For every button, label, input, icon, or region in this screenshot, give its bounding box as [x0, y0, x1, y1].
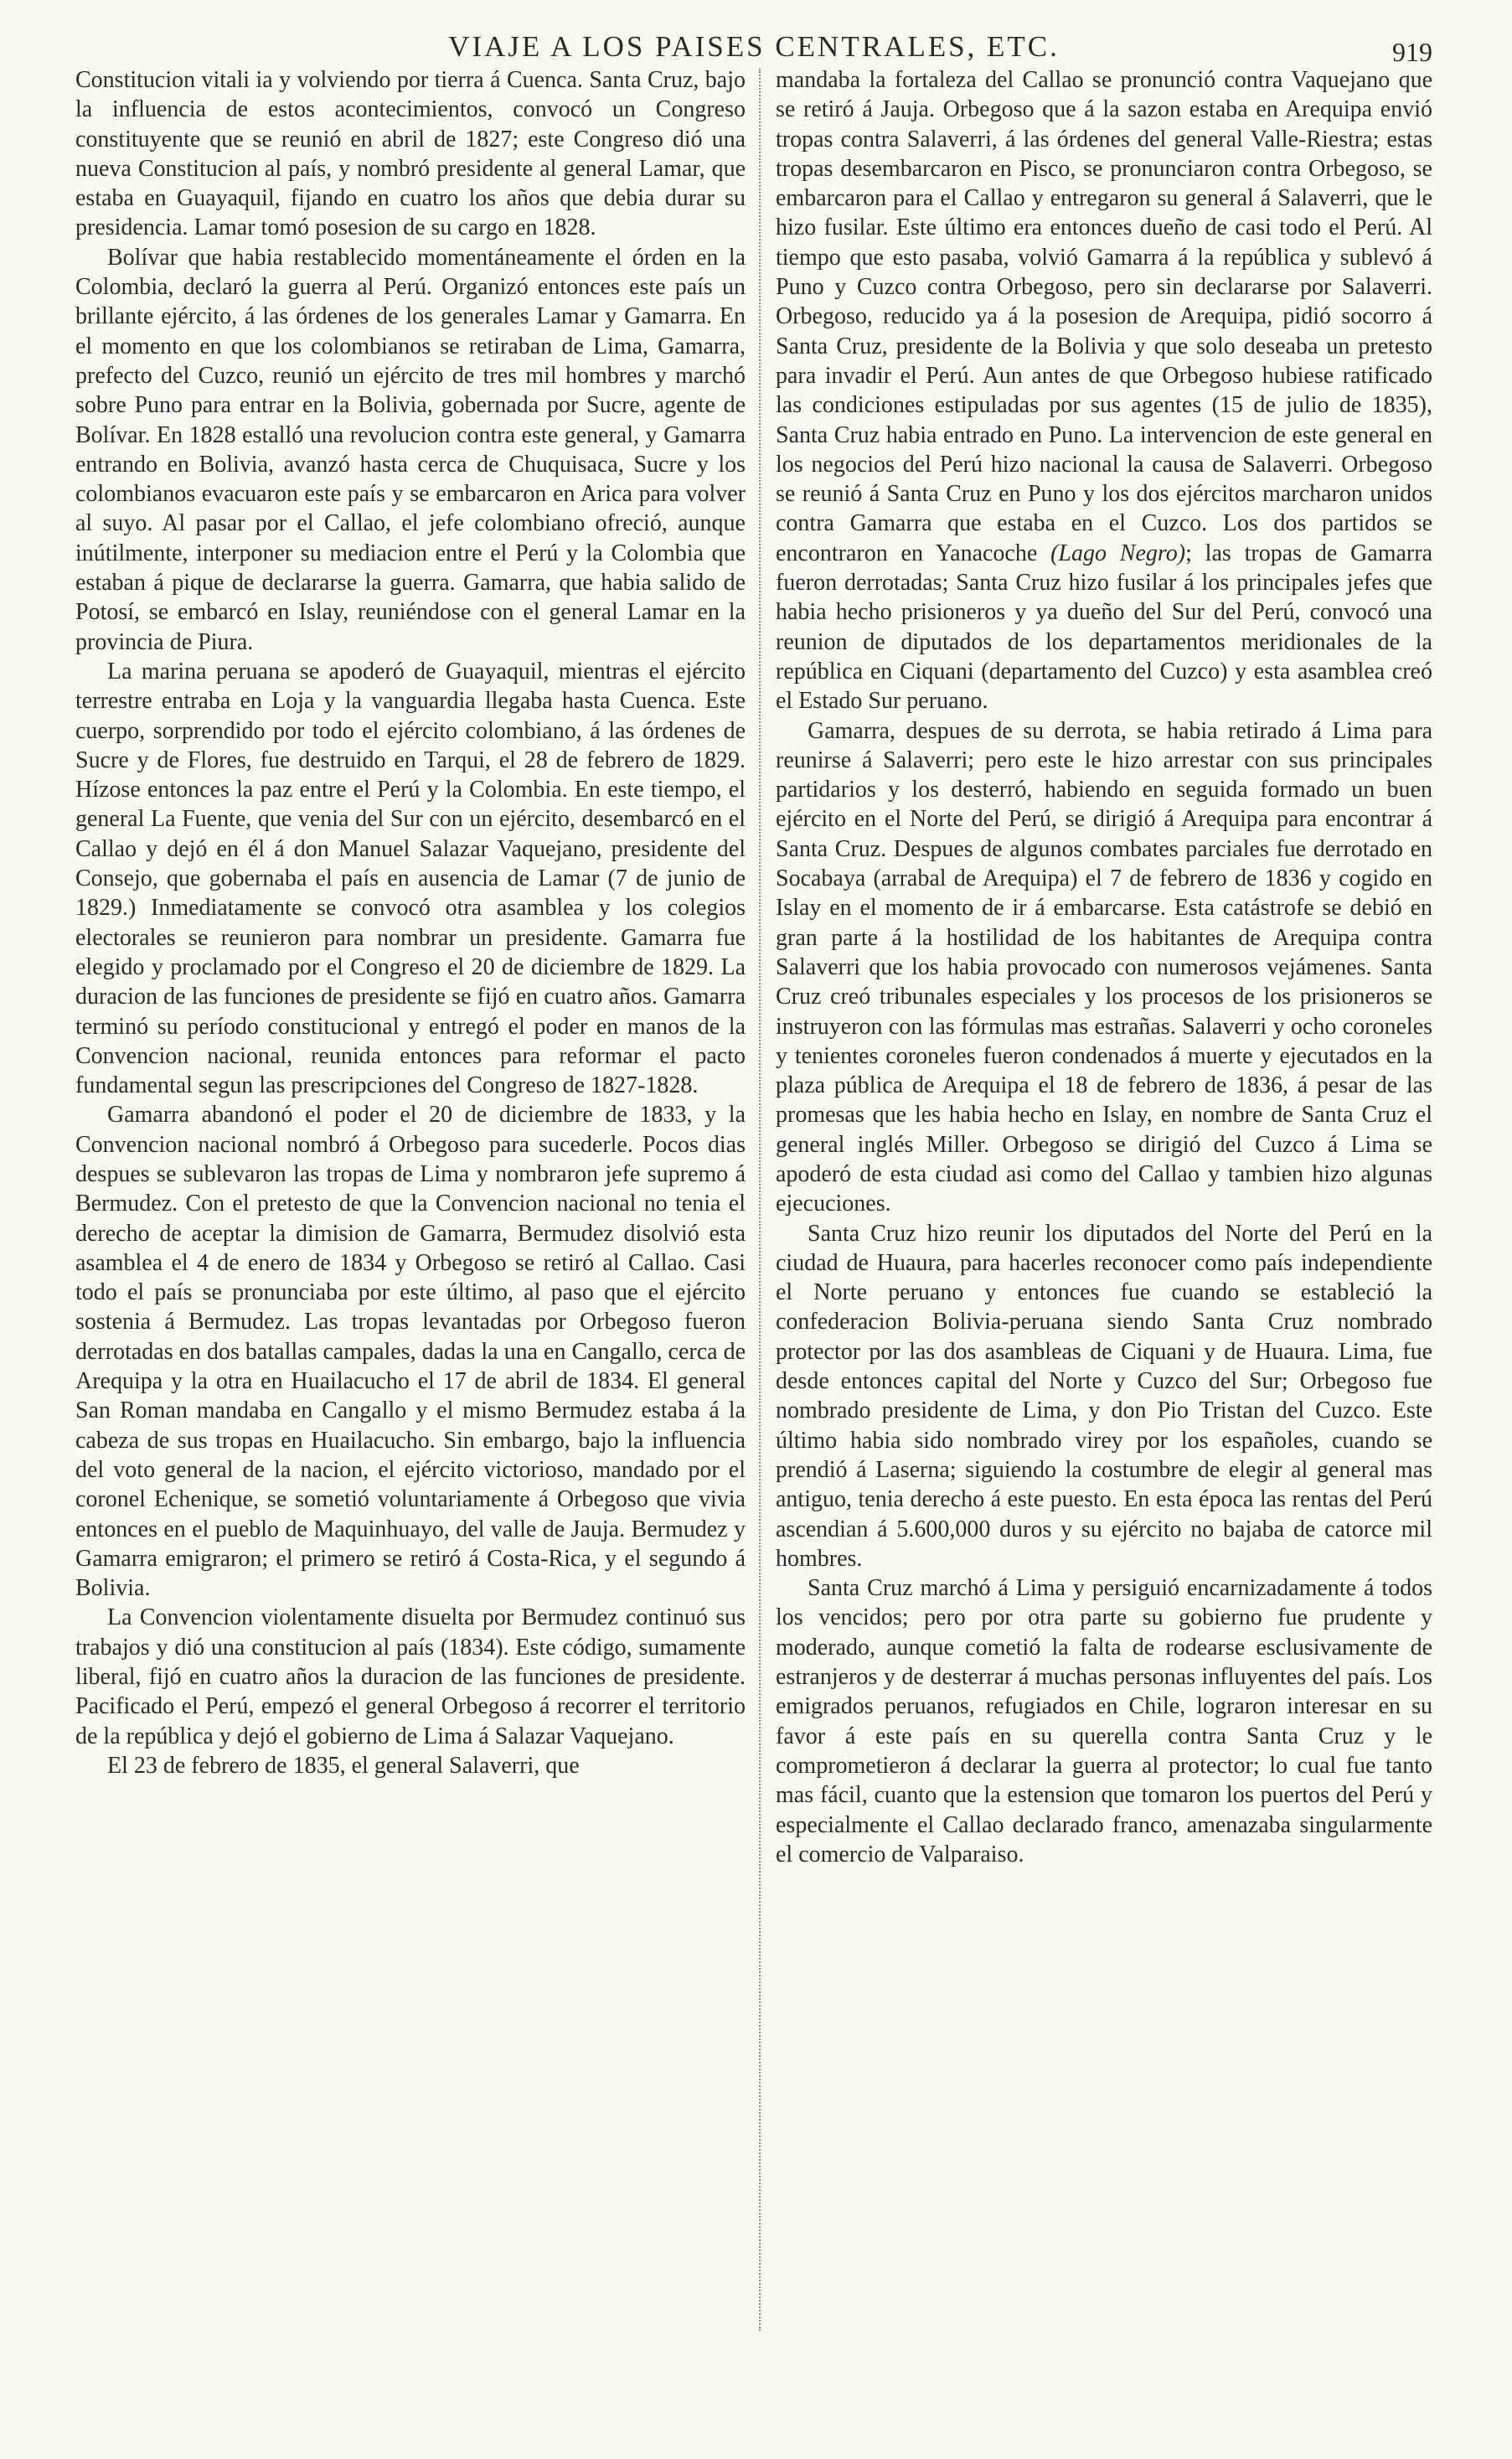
paragraph: Constitucion vitali ia y volviendo por tierra á Cuenca. Santa Cruz, bajo la influencia de estos acontecimientos, convocó un Congreso constituyente que se reunió en abril de 1827; este Congreso dió una nueva Constitucion al país, y nombró presidente al general Lamar, que estaba en Guayaquil, fijando en cuatro los años que debia durar su presidencia. Lamar tomó posesion de su cargo en 1828. — [75, 67, 746, 241]
italic-place-name: (Lago Negro) — [1050, 540, 1186, 566]
page-number: 919 — [1392, 37, 1432, 67]
left-column — [75, 65, 746, 2411]
paragraph-text: ; las tropas de Gamarra fueron derrotadas; Santa Cruz hizo fusilar á los principales jefes que habia hecho prisioneros y ya dueño del Sur del Perú, convocó una reunion de diputados de los departamentos meridionales de la república en Ciquani (departamento del Cuzco) y esta asamblea creó el Estado Sur peruano. — [776, 540, 1432, 715]
paragraph: Bolívar que habia restablecido momentáneamente el órden en la Colombia, declaró la guerra al Perú. Organizó entonces este país un brillante ejército, á las órdenes de los generales Lamar y Gamarra. En el momento en que los colombianos se retiraban de Lima, Gamarra, prefecto del Cuzco, reunió un ejército de tres mil hombres y marchó sobre Puno para entrar en la Bolivia, gobernada por Sucre, agente de Bolívar. En 1828 estalló una revolucion contra este general, y Gamarra entrando en Bolivia, avanzó hasta cerca de Chuquisaca, Sucre y los colombianos evacuaron este país y se embarcaron en Arica para volver al suyo. Al pasar por el Callao, el jefe colombiano ofreció, aunque inútilmente, interponer su mediacion entre el Perú y la Colombia que estaban á pique de declararse la guerra. Gamarra, que habia salido de Potosí, se embarcó en Islay, reuniéndose con el general Lamar en la provincia de Piura. — [75, 244, 746, 655]
paragraph: Santa Cruz marchó á Lima y persiguió encarnizadamente á todos los vencidos; pero por otra parte su gobierno fue prudente y moderado, aunque cometió la falta de rodearse esclusivamente de estranjeros y de desterrar á muchas personas influyentes del país. Los emigrados peruanos, refugiados en Chile, lograron interesar en su favor á este país en su querella contra Santa Cruz y le comprometieron á declarar la guerra al protector; lo cual fue tanto mas fácil, cuanto que la estension que tomaron los puertos del Perú y especialmente el Callao declarado franco, amenazaba singularmente el comercio de Valparaiso. — [776, 1575, 1432, 1867]
running-title: VIAJE A LOS PAISES CENTRALES, ETC. — [448, 30, 1060, 63]
paragraph: Santa Cruz hizo reunir los diputados del Norte del Perú en la ciudad de Huaura, para hacerles reconocer como país independiente el Norte peruano y entonces fue cuando se estableció la confederacion Bolivia-peruana siendo Santa Cruz nombrado protector por las dos asambleas de Ciquani y de Huaura. Lima, fue desde entonces capital del Norte y Cuzco del Sur; Orbegoso fue nombrado presidente de Lima, y don Pio Tristan del Cuzco. Este último habia sido nombrado virey por los españoles, cuando se prendió á Laserna; siguiendo la costumbre de elegir al general mas antiguo, tenia derecho á este puesto. En esta época las rentas del Perú ascendian á 5.600,000 duros y su ejército no bajaba de catorce mil hombres. — [776, 1220, 1432, 1572]
paragraph-text: mandaba la fortaleza del Callao se pronunció contra Vaquejano que se retiró á Jauja. Orbegoso que á la sazon estaba en Arequipa envió tropas contra Salaverri, á las órdenes del general Valle-Riestra; estas tropas desembarcaron en Pisco, se pronunciaron contra Orbegoso, se embarcaron para el Callao y entregaron su general á Salaverri, que le hizo fusilar. Este último era entonces dueño de casi todo el Perú. Al tiempo que esto pasaba, volvió Gamarra á la república y sublevó á Puno y Cuzco contra Orbegoso, pero sin declararse por Salaverri. Orbegoso, reducido ya á la posesion de Arequipa, pidió socorro á Santa Cruz, presidente de la Bolivia y que solo deseaba un pretesto para invadir el Perú. Aun antes de que Orbegoso hubiese ratificado las condiciones estipuladas por sus agentes (15 de julio de 1835), Santa Cruz habia entrado en Puno. La intervencion de este general en los negocios del Perú hizo nacional la causa de Salaverri. Orbegoso se reunió á Santa Cruz en Puno y los dos ejércitos marcharon unidos contra Gamarra que estaba en el Cuzco. Los dos partidos se encontraron en Yanacoche — [776, 67, 1432, 566]
paragraph — [776, 65, 1432, 716]
right-column — [776, 65, 1432, 2411]
paragraph: Gamarra, despues de su derrota, se habia retirado á Lima para reunirse á Salaverri; pero este le hizo arrestar con sus principales partidarios y los desterró, habiendo en seguida formado un buen ejército en el Norte del Perú, se dirigió á Arequipa para encontrar á Santa Cruz. Despues de algunos combates parciales fue derrotado en Socabaya (arrabal de Arequipa) el 7 de febrero de 1836 y cogido en Islay en el momento de ir á embarcarse. Esta catástrofe se debió en gran parte á la hostilidad de los habitantes de Arequipa contra Salaverri que los habia provocado con numerosos vejámenes. Santa Cruz creó tribunales especiales y los procesos de los prisioneros se instruyeron con las fórmulas mas estrañas. Salaverri y ocho coroneles y tenientes coroneles fueron condenados á muerte y ejecutados en la plaza pública de Arequipa el 18 de febrero de 1836, á pesar de las promesas que les habia hecho en Islay, en nombre de Santa Cruz el general inglés Miller. Orbegoso se dirigió del Cuzco á Lima se apoderó de esta ciudad asi como del Callao y tambien hizo algunas ejecuciones. — [776, 717, 1432, 1217]
column-divider — [759, 69, 761, 2331]
paragraph: El 23 de febrero de 1835, el general Salaverri, que — [107, 1752, 580, 1779]
paragraph: La marina peruana se apoderó de Guayaquil, mientras el ejército terrestre entraba en Loja y la vanguardia llegaba hasta Cuenca. Este cuerpo, sorprendido por todo el ejército colombiano, á las órdenes de Sucre y de Flores, fue destruido en Tarqui, el 28 de febrero de 1829. Hízose entonces la paz entre el Perú y la Colombia. En este tiempo, el general La Fuente, que venia del Sur con un ejército, desembarcó en el Callao y dejó en él á don Manuel Salazar Vaquejano, presidente del Consejo, que gobernaba el país en ausencia de Lamar (7 de junio de 1829.) Inmediatamente se convocó otra asamblea y los colegios electorales se reunieron para nombrar un presidente. Gamarra fue elegido y proclamado por el Congreso el 20 de diciembre de 1829. La duracion de las funciones de presidente se fijó en cuatro años. Gamarra terminó su período constitucional y entregó el poder en manos de la Convencion nacional, reunida entonces para reformar el pacto fundamental segun las prescripciones del Congreso de 1827-1828. — [75, 658, 746, 1099]
paragraph: La Convencion violentamente disuelta por Bermudez continuó sus trabajos y dió una constitucion al país (1834). Este código, sumamente liberal, fijó en cuatro años la duracion de las funciones de presidente. Pacificado el Perú, empezó el general Orbegoso á recorrer el territorio de la república y dejó el gobierno de Lima á Salazar Vaquejano. — [75, 1604, 746, 1749]
paragraph: Gamarra abandonó el poder el 20 de diciembre de 1833, y la Convencion nacional nombró á Orbegoso para sucederle. Pocos dias despues se sublevaron las tropas de Lima y nombraron jefe supremo á Bermudez. Con el pretesto de que la Convencion nacional no tenia el derecho de aceptar la dimision de Gamarra, Bermudez disolvió esta asamblea el 4 de enero de 1834 y Orbegoso se retiró al Callao. Casi todo el país se pronunciaba por este último, al paso que el ejército sostenia á Bermudez. Las tropas levantadas por Orbegoso fueron derrotadas en dos batallas campales, dadas la una en Cangallo, cerca de Arequipa y la otra en Huailacucho el 17 de abril de 1834. El general San Roman mandaba en Cangallo y el mismo Bermudez estaba á la cabeza de sus tropas en Huailacucho. Sin embargo, bajo la influencia del voto general de la nacion, el ejército victorioso, mandado por el coronel Echenique, se sometió voluntariamente á Orbegoso que vivia entonces en el pueblo de Maquinhuayo, del valle de Jauja. Bermudez y Gamarra emigraron; el primero se retiró á Costa-Rica, y el segundo á Bolivia. — [75, 1102, 746, 1602]
